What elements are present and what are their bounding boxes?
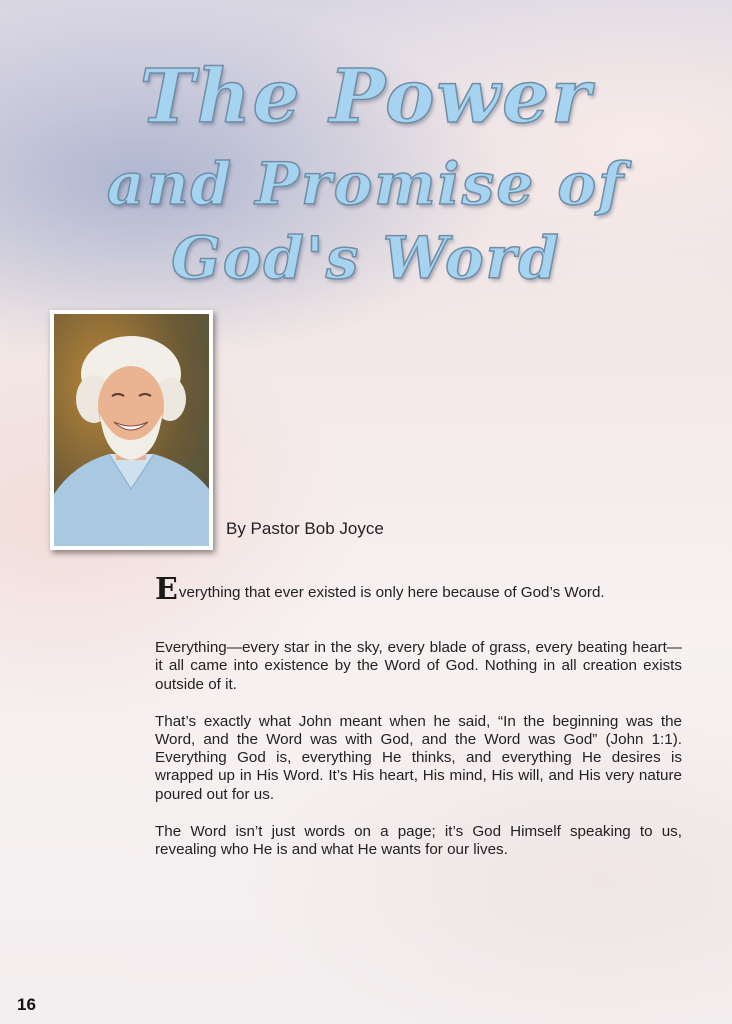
author-portrait-illustration — [54, 314, 209, 546]
lead-text: verything that ever existed is only here because of God’s Word. — [178, 584, 605, 601]
author-photo — [50, 310, 213, 550]
body-paragraph-3: The Word isn’t just words on a page; it’s God Himself speaking to us, revealing who He is and what He wants for our lives. — [155, 822, 682, 859]
article-body — [155, 572, 682, 859]
byline: By Pastor Bob Joyce — [226, 519, 384, 538]
lead-paragraph — [155, 572, 682, 607]
title-line-1: The Power — [139, 54, 593, 140]
body-paragraph-1: Everything—every star in the sky, every blade of grass, every beating heart—it all came into existence by the Word of God. Nothing in all creation exists outside of it. — [155, 639, 682, 693]
page-number: 16 — [17, 995, 36, 1014]
title-line-3: God's Word — [171, 224, 561, 292]
drop-cap: E — [155, 572, 178, 607]
title-line-2: and Promise of — [106, 150, 626, 218]
body-paragraph-2: That’s exactly what John meant when he said, “In the beginning was the Word, and the Word was with God, and the Word was God” (John 1:1). Everything God is, everything He thinks, and everything He desires is wrapped up in His Word. It’s His heart, His mind, His will, and His very nature poured out for us. — [155, 712, 682, 803]
